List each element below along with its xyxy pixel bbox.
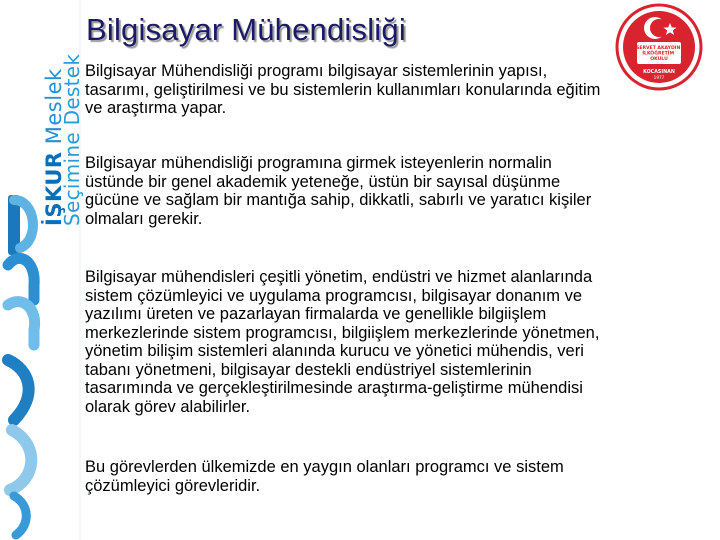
brand-iskur-bold: İŞKUR (42, 151, 66, 226)
brand-m-arch-1 (8, 258, 34, 300)
brand-strip (0, 0, 84, 540)
page-title: Bilgisayar Mühendisliği (86, 12, 406, 47)
brand-v-swoosh-3 (14, 496, 26, 535)
logo-city: KOCASINAN (643, 70, 675, 75)
brand-v-swoosh-2 (10, 430, 31, 490)
brand-v-swoosh-1 (8, 360, 29, 420)
school-logo (615, 2, 703, 92)
logo-year: 1977 (653, 75, 665, 80)
paragraph-1: Bilgisayar Mühendisliği programı bilgisayar sistemlerinin yapısı, tasarımı, geliştirilmesi ve bu sistemlerin kullanımları konularında eğitim ve araştırma yapar. (85, 62, 601, 117)
paragraph-2: Bilgisayar mühendisliği programına girmek isteyenlerin normalin üstünde bir genel akademik yeteneğe, üstün bir sayısal düşünme gücüne ve sağlam bir mantığa sahip, dikkatli, sabırlı ve yaratıcı kişiler olmaları gerekir. (85, 154, 592, 228)
paragraph-3: Bilgisayar mühendisleri çeşitli yönetim, endüstri ve hizmet alanlarında sistem çözümleyici ve uygulama programcısı, bilgisayar donanım ve yazılımı üreten ve pazarlayan firmalarda ve genellikle bilgiişlem merkezlerinde sistem programcısı, bilgiişlem merkezlerinde yönetmen, yönetim bilişim sistemleri alanında kurucu ve yönetici mühendis, veri tabanı yönetmeni, bilgisayar destekli endüstriyel sistemlerinin tasarımında ve gerçekleştirilmesinde araştırma-geliştirme mühendisi olarak görev alabilirler. (85, 268, 600, 416)
brand-secim-text: Seçimine Destek (60, 53, 84, 226)
brand-m-arch-2 (8, 302, 35, 345)
paragraph-4: Bu görevlerden ülkemizde en yaygın olanları programcı ve sistem çözümleyici görevleridir. (85, 458, 564, 495)
school-logo-emblem (615, 2, 703, 92)
brand-iskur-meslek: Meslek (42, 68, 66, 152)
logo-school-name: SERVET AKAYDIN İLKÖĞRETİM OKULU (636, 46, 681, 62)
